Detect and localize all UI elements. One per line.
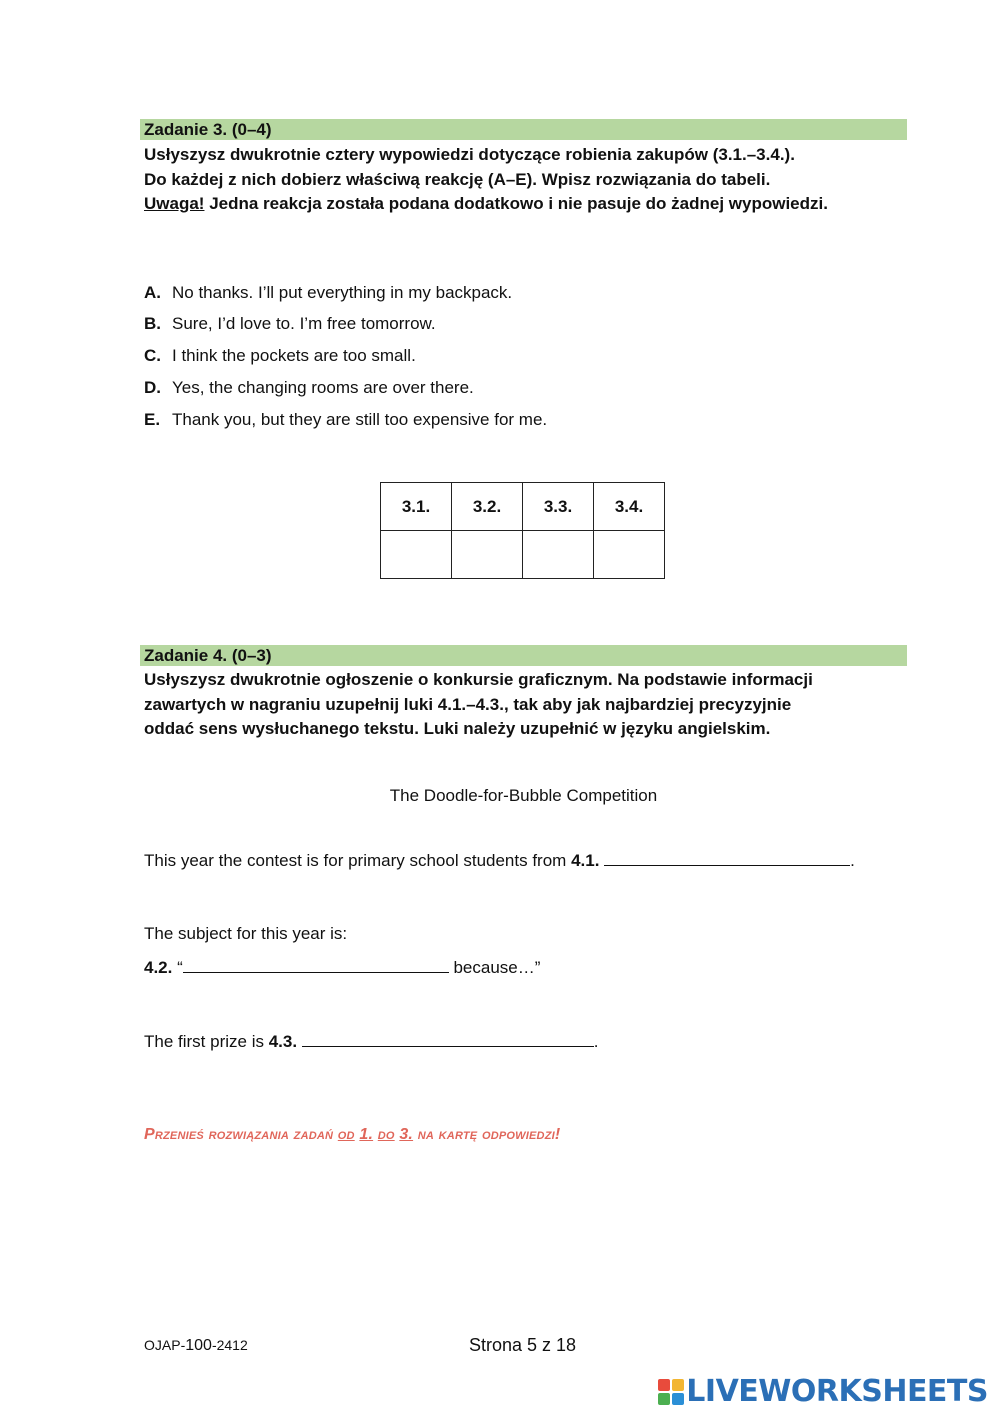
answer-header-3-2: 3.2. (452, 483, 523, 531)
logo-square-yellow (672, 1379, 684, 1391)
logo-square-green (658, 1393, 670, 1405)
gap-4-2-input[interactable] (183, 956, 449, 973)
option-c: C. I think the pockets are too small. (144, 346, 416, 365)
logo-text: LIVEWORKSHEETS (686, 1374, 988, 1409)
task-3-note (144, 192, 914, 217)
competition-title: The Doodle-for-Bubble Competition (389, 786, 658, 805)
answer-cell-3-4[interactable] (594, 531, 665, 579)
page-number: Strona 5 z 18 (469, 1335, 577, 1355)
option-d: D. Yes, the changing rooms are over there. (144, 378, 474, 397)
task-4-line-1: Usłyszysz dwukrotnie ogłoszenie o konkursie graficznym. Na podstawie informacji (144, 670, 813, 689)
task-3-header: Zadanie 3. (0–4) (140, 119, 907, 140)
answer-header-3-4: 3.4. (594, 483, 665, 531)
gap-label-4-2: 4.2. (144, 958, 173, 977)
logo-square-red (658, 1379, 670, 1391)
answer-header-3-1: 3.1. (381, 483, 452, 531)
option-e: E. Thank you, but they are still too expensive for me. (144, 410, 548, 429)
answer-table-header-row (381, 483, 665, 531)
task-4-instructions (144, 668, 914, 742)
answer-header-3-3: 3.3. (523, 483, 594, 531)
answer-cell-3-3[interactable] (523, 531, 594, 579)
exam-code: OJAP-100-2412 (144, 1337, 248, 1354)
task-3-line-1: Usłyszysz dwukrotnie cztery wypowiedzi dotyczące robienia zakupów (3.1.–3.4.). (144, 145, 795, 164)
task-3-line-2: Do każdej z nich dobierz właściwą reakcję (A–E). Wpisz rozwiązania do tabeli. (144, 169, 771, 189)
gap-4-1-input[interactable] (604, 849, 850, 866)
task-4-header: Zadanie 4. (0–3) (140, 645, 907, 666)
sentence-4-2: 4.2. “ because…” (144, 958, 541, 977)
task-4-line-3: oddać sens wysłuchanego tekstu. Luki należy uzupełnić w języku angielskim. (144, 719, 771, 738)
gap-label-4-1: 4.1. (571, 851, 600, 870)
subject-intro: The subject for this year is: (144, 924, 348, 943)
note-label: Uwaga! (144, 194, 205, 213)
logo-grid-icon (658, 1379, 684, 1405)
answer-table (380, 482, 665, 579)
sentence-4-3: The first prize is 4.3. . (144, 1032, 599, 1051)
answer-cell-3-1[interactable] (381, 531, 452, 579)
option-b: B. Sure, I’d love to. I’m free tomorrow. (144, 314, 436, 333)
logo-square-blue (672, 1393, 684, 1405)
answer-table-input-row (381, 531, 665, 579)
gap-label-4-3: 4.3. (268, 1032, 298, 1051)
task-4-line-2: zawartych w nagraniu uzupełnij luki 4.1.–4.3., tak aby jak najbardziej precyzyjnie (144, 694, 792, 714)
liveworksheets-logo (658, 1374, 988, 1409)
sentence-4-1: This year the contest is for primary school students from 4.1. . (144, 851, 855, 870)
note-text: Jedna reakcja została podana dodatkowo i nie pasuje do żadnej wypowiedzi. (204, 194, 828, 213)
option-a: A. No thanks. I’ll put everything in my backpack. (144, 283, 513, 302)
answer-cell-3-2[interactable] (452, 531, 523, 579)
transfer-answers-notice: Przenieś rozwiązania zadań od 1. do 3. na kartę odpowiedzi! (144, 1126, 561, 1143)
task-3-instructions (144, 143, 914, 217)
gap-4-3-input[interactable] (302, 1030, 594, 1047)
